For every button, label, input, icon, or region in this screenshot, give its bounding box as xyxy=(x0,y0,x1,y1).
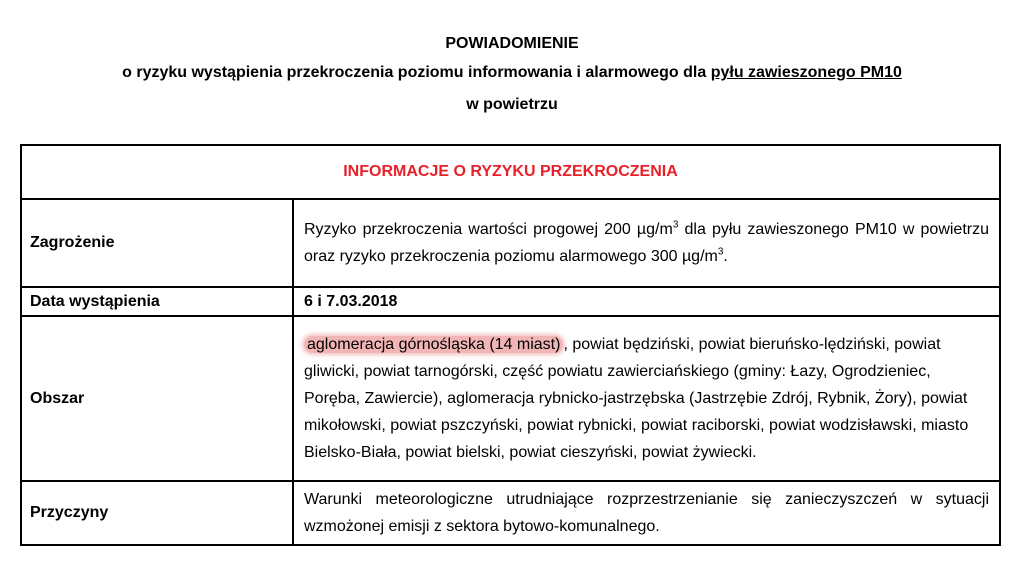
threat-text-b: dla pyłu zawieszonego PM10 w powietrzu oraz ryzyko przekroczenia poziomu alarmowego 300 µg/m xyxy=(304,221,989,265)
risk-info-table xyxy=(20,144,1001,546)
table-row xyxy=(21,287,1000,316)
document-subtitle xyxy=(0,64,1024,82)
threat-value xyxy=(293,199,1000,287)
threat-sup-2: 3 xyxy=(717,246,724,258)
causes-value: Warunki meteorologiczne utrudniające rozprzestrzenianie się zanieczyszczeń w sytuacji wzmożonej emisji z sektora bytowo-komunalnego. xyxy=(293,481,1000,545)
threat-label: Zagrożenie xyxy=(21,199,293,287)
area-value xyxy=(293,316,1000,481)
document-title: POWIADOMIENIE xyxy=(445,35,579,52)
date-label: Data wystąpienia xyxy=(21,287,293,316)
table-row xyxy=(21,481,1000,545)
table-row xyxy=(21,316,1000,481)
table-banner: INFORMACJE O RYZYKU PRZEKROCZENIA xyxy=(21,145,1000,199)
causes-label: Przyczyny xyxy=(21,481,293,545)
threat-sup-1: 3 xyxy=(672,219,679,231)
document-subtitle-line2: w powietrzu xyxy=(466,96,558,113)
area-highlight: aglomeracja górnośląska (14 miast) xyxy=(304,336,563,353)
area-label: Obszar xyxy=(21,316,293,481)
subtitle-text: o ryzyku wystąpienia przekroczenia poziomu informowania i alarmowego dla xyxy=(122,64,711,81)
subtitle-pollutant: pyłu zawieszonego PM10 xyxy=(710,64,902,81)
table-row xyxy=(21,199,1000,287)
area-rest: , powiat będziński, powiat bieruńsko-lędziński, powiat gliwicki, powiat tarnogórski, część powiatu zawierciańskiego (gminy: Łazy, Ogrodzieniec, Poręba, Zawiercie), aglomeracja rybnicko-jastrzębska (Jastrzębie Zdrój, Rybnik, Żory), powiat mikołowski, powiat pszczyński, powiat rybnicki, powiat raciborski, powiat wodzisławski, miasto Bielsko-Biała, powiat bielski, powiat cieszyński, powiat żywiecki. xyxy=(304,336,969,461)
table-row xyxy=(21,145,1000,199)
threat-text-a: Ryzyko przekroczenia wartości progowej 200 µg/m xyxy=(304,221,673,238)
threat-text-c: . xyxy=(723,248,728,265)
date-value: 6 i 7.03.2018 xyxy=(293,287,1000,316)
